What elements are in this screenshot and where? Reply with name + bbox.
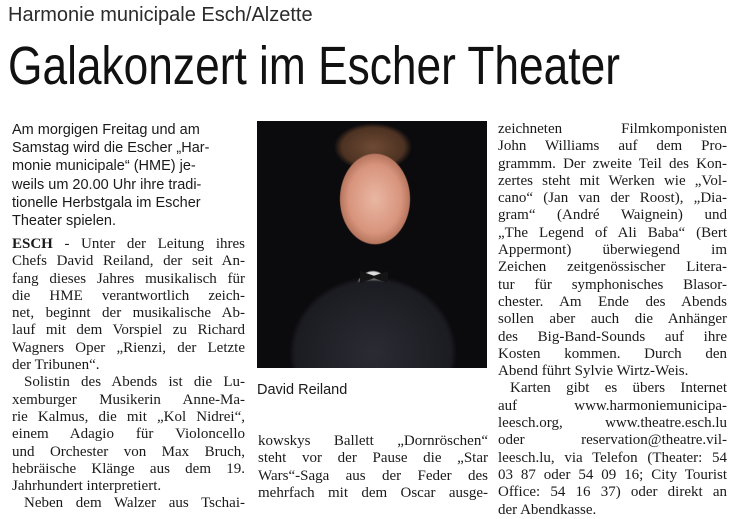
body-line: grammm. Der zweite Teil des Kon- [498, 155, 727, 172]
photo-caption: David Reiland [257, 382, 348, 398]
body-line: „The Legend of Ali Baba“ (Bert [498, 224, 727, 241]
lead-line: Am morgigen Freitag und am [12, 122, 200, 138]
article-column-3 [498, 121, 727, 519]
portrait-photo [257, 121, 487, 368]
kicker: Harmonie municipale Esch/Alzette [8, 4, 313, 26]
body-line: die HME verantwortlich zeich- [12, 287, 245, 304]
lead-line: weils um 20.00 Uhr ihre tradi- [12, 176, 202, 193]
body-line: und Orchester von Max Bruch, [12, 443, 245, 460]
headline: Galakonzert im Escher Theater [8, 36, 620, 96]
lead-line: monie municipale“ (HME) je- [12, 158, 196, 175]
body-line: zertes steht mit Werken wie „Vol- [498, 172, 727, 189]
body-line: Zeichen zeitgenössischer Litera- [498, 259, 727, 276]
body-line: einem Adagio für Violoncello [12, 426, 245, 443]
body-line: Office: 54 16 37) oder direkt an [498, 484, 727, 501]
body-line: zeichneten Filmkomponisten [498, 121, 727, 137]
body-line: cano“ (Jan van der Roost), „Dia- [498, 190, 727, 207]
body-line: Appermont) überwiegend im [498, 242, 727, 259]
body-line: net, beginnt der musikalische Ab- [12, 305, 245, 322]
lead-paragraph [12, 121, 232, 230]
body-line: 03 87 oder 54 09 16; City Tourist [498, 466, 727, 483]
body-line: lauf mit dem Vorspiel zu Richard [12, 322, 245, 339]
body-line: xemburger Musikerin Anne-Ma- [12, 391, 245, 408]
body-line: leesch.lu, via Telefon (Theater: 54 [498, 449, 727, 466]
body-line: fang dieses Jahres musikalisch für [12, 270, 245, 287]
body-line: Kosten kommen. Durch den [498, 345, 727, 362]
body-line: Chefs David Reiland, der seit An- [12, 253, 245, 270]
body-line: Wars“-Saga aus der Feder des [258, 467, 488, 484]
body-line: tur für symphonisches Blasor- [498, 276, 727, 293]
body-line: John Williams auf dem Pro- [498, 138, 727, 155]
body-line: der Abendkasse. [498, 501, 597, 518]
body-line: auf www.harmoniemunicipa- [498, 397, 727, 414]
article-column-1 [12, 236, 245, 513]
body-line: Wagners Oper „Rienzi, der Letzte [12, 339, 245, 356]
body-line: der Tribunen“. [12, 357, 100, 374]
body-line: des Big-Band-Sounds auf ihre [498, 328, 727, 345]
lead-line: Samstag wird die Escher „Har- [12, 140, 210, 157]
body-line: sollen aber auch die Anhänger [498, 311, 727, 328]
article-column-2 [258, 433, 488, 502]
body-line: steht vor der Pause die „Star [258, 450, 488, 467]
body-line: Karten gibt es übers Internet [510, 380, 727, 397]
body-line: Solistin des Abends ist die Lu- [24, 374, 245, 391]
body-line: hebräische Klänge aus dem 19. [12, 460, 245, 477]
body-line: gram“ (André Waignein) und [498, 207, 727, 224]
body-line: rie Kalmus, die mit „Kol Nidrei“, [12, 408, 245, 425]
body-line: leesch.org, www.theatre.esch.lu [498, 415, 727, 432]
body-line: Abend führt Sylvie Wirtz-Weis. [498, 363, 689, 380]
body-line: kowskys Ballett „Dornröschen“ [258, 433, 488, 449]
body-line: Jahrhundert interpretiert. [12, 478, 162, 495]
bow-tie-shape [360, 271, 388, 283]
lead-line: tionelle Herbstgala im Escher [12, 194, 201, 211]
body-line-text: - Unter der Leitung ihres [52, 236, 245, 252]
body-line [12, 236, 245, 253]
dateline: ESCH [12, 236, 53, 252]
body-line: mehrfach mit dem Oscar ausge- [258, 484, 488, 501]
body-line: oder reservation@theatre.vil- [498, 432, 727, 449]
body-line: chester. Am Ende des Abends [498, 293, 727, 310]
lead-line: Theater spielen. [12, 213, 116, 230]
body-line: Neben dem Walzer aus Tschai- [24, 495, 245, 512]
